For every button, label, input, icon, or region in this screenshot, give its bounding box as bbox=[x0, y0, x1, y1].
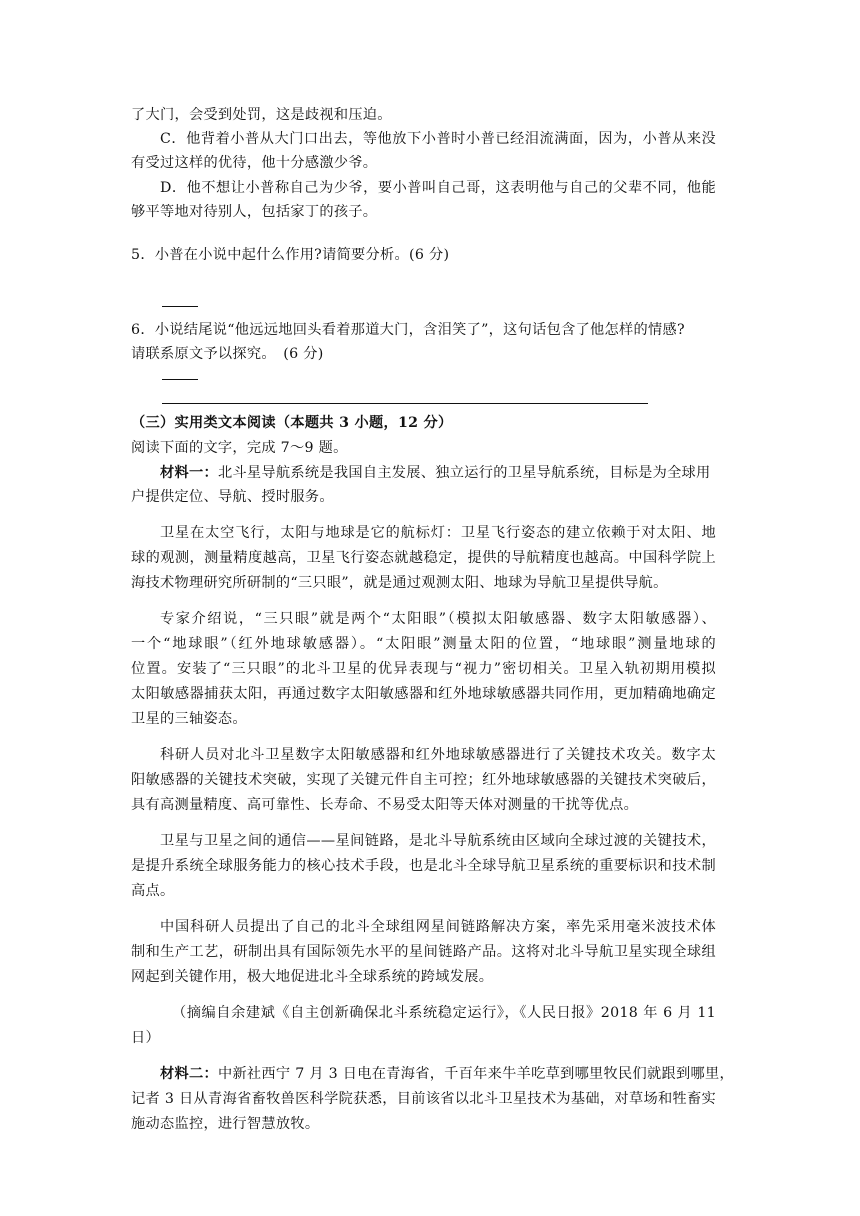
paragraph-4-line-1: 科研人员对北斗卫星数字太阳敏感器和红外地球敏感器进行了关键技术攻关。数字太 bbox=[160, 747, 716, 763]
paragraph-5-line-1: 卫星与卫星之间的通信——星间链路，是北斗导航系统由区域向全球过渡的关键技术， bbox=[160, 833, 716, 849]
paragraph-5-line-2: 是提升系统全球服务能力的核心技术手段，也是北斗全球导航卫星系统的重要标识和技术制 bbox=[131, 858, 716, 874]
paragraph-3-line-5: 卫星的三轴姿态。 bbox=[131, 711, 247, 727]
source-citation-line-2: 日） bbox=[131, 1030, 160, 1046]
paragraph-3-line-3: 位置。安装了“三只眼”的北斗卫星的优异表现与“视力”密切相关。卫星入轨初期用模拟 bbox=[131, 661, 716, 677]
paragraph-2-line-3: 海技术物理研究所研制的“三只眼”，就是通过观测太阳、地球为导航卫星提供导航。 bbox=[131, 575, 668, 591]
paragraph-4-line-2: 阳敏感器的关键技术突破，实现了关键元件自主可控；红外地球敏感器的关键技术突破后， bbox=[131, 772, 716, 788]
paragraph-3-line-4: 太阳敏感器捕获太阳，再通过数字太阳敏感器和红外地球敏感器共同作用，更加精确地确定 bbox=[131, 686, 716, 702]
paragraph-1-line-2: 户提供定位、导航、授时服务。 bbox=[131, 489, 334, 505]
paragraph-6-line-1: 中国科研人员提出了自己的北斗全球组网星间链路解决方案，率先采用毫米波技术体 bbox=[160, 919, 716, 935]
section-heading: （三）实用类文本阅读（本题共 3 小题，12 分） bbox=[131, 415, 453, 431]
question-5: 5．小普在小说中起什么作用?请简要分析。(6 分) bbox=[131, 247, 450, 263]
text-line-1: 了大门，会受到处罚，这是歧视和压迫。 bbox=[131, 107, 392, 123]
answer-blank-5 bbox=[162, 306, 198, 307]
question-6-line-1: 6．小说结尾说“他远远地回头看着那道大门，含泪笑了”，这句话包含了他怎样的情感? bbox=[131, 322, 685, 338]
material-1-line-1 bbox=[160, 461, 716, 485]
material-2-label: 材料二： bbox=[160, 1066, 218, 1082]
section-divider bbox=[162, 403, 648, 404]
paragraph-4-line-3: 具有高测量精度、高可靠性、长寿命、不易受太阳等天体对测量的干扰等优点。 bbox=[131, 797, 639, 813]
paragraph-6-line-2: 制和生产工艺，研制出具有国际领先水平的星间链路产品。这将对北斗导航卫星实现全球组 bbox=[131, 944, 716, 960]
material-1-label: 材料一： bbox=[160, 465, 218, 481]
option-c-line-2: 有受过这样的优待，他十分感激少爷。 bbox=[131, 155, 378, 171]
paragraph-2-line-2: 球的观测，测量精度越高，卫星飞行姿态就越稳定，提供的导航精度也越高。中国科学院上 bbox=[131, 550, 716, 566]
source-citation-line-1: （摘编自余建斌《自主创新确保北斗系统稳定运行》，《人民日报》2018 年 6 月 11 bbox=[172, 1005, 716, 1021]
material-2-line-2: 记者 3 日从青海省畜牧兽医科学院获悉，目前该省以北斗卫星技术为基础，对草场和牲畜实 bbox=[131, 1091, 716, 1107]
option-c-line-1: C．他背着小普从大门口出去，等他放下小普时小普已经泪流满面，因为，小普从来没 bbox=[160, 131, 716, 147]
instructions: 阅读下面的文字，完成 7～9 题。 bbox=[131, 440, 348, 456]
option-d-line-1: D．他不想让小普称自己为少爷，要小普叫自己哥，这表明他与自己的父辈不同，他能 bbox=[160, 180, 716, 196]
material-2-text: 中新社西宁 7 月 3 日电在青海省，千百年来牛羊吃草到哪里牧民们就跟到哪里， bbox=[217, 1066, 734, 1082]
option-d-line-2: 够平等地对待别人，包括家丁的孩子。 bbox=[131, 204, 378, 220]
question-6-line-2: 请联系原文予以探究。 (6 分) bbox=[131, 346, 324, 362]
paragraph-5-line-3: 高点。 bbox=[131, 883, 175, 899]
material-2-line-3: 施动态监控，进行智慧放牧。 bbox=[131, 1116, 320, 1132]
paragraph-3-line-1: 专家介绍说，“三只眼”就是两个“太阳眼”（模拟太阳敏感器、数字太阳敏感器）、 bbox=[160, 611, 716, 627]
paragraph-2-line-1: 卫星在太空飞行，太阳与地球是它的航标灯：卫星飞行姿态的建立依赖于对太阳、地 bbox=[160, 525, 716, 541]
material-2-line-1 bbox=[160, 1062, 734, 1086]
material-1-text: 北斗星导航系统是我国自主发展、独立运行的卫星导航系统，目标是为全球用 bbox=[217, 465, 711, 481]
answer-blank-6 bbox=[162, 379, 198, 380]
paragraph-3-line-2: 一个“地球眼”（红外地球敏感器）。“太阳眼”测量太阳的位置，“地球眼”测量地球的 bbox=[131, 636, 716, 652]
paragraph-6-line-3: 网起到关键作用，极大地促进北斗全球系统的跨域发展。 bbox=[131, 969, 494, 985]
